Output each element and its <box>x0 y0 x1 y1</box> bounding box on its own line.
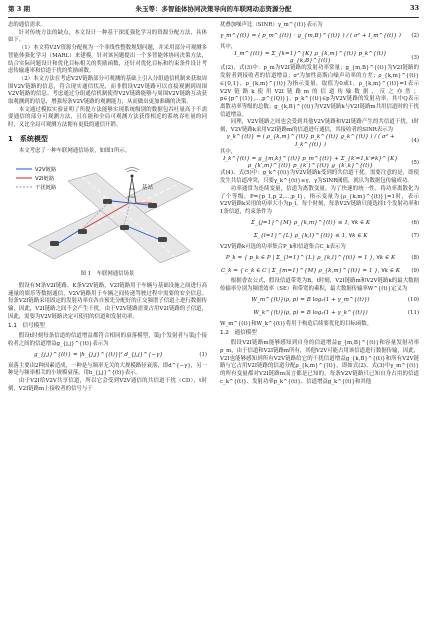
paragraph: 假设V2I链路m能够感知到自身的信道增益g_{m,B}^{(t)}和容量发射功率p_m，由于信道和V2I链路m所有，其他V2V可能占用该信道进行数据传输，因此，V2I也能够感知到所有V2V链路给它的干扰信道增益g_{k,B}^{(t)}和所有V2V链路与它占用V2I链路的信道分配ρ_{k,m}^{(t)}，即如式(2)、式(3)中γ_m^{(t)}的所有变量都对V2I链路m而言都是已知的。每条V2V链路只已知自身占用的信道c_k^{(t)}、发射功率p_k^{(t)}、信道增益g_k^{(t)}和其他 <box>220 340 419 385</box>
subsection-heading: 1.1 信号模型 <box>8 323 45 330</box>
equation-number: (3) <box>411 54 419 61</box>
legend-interference-label: 干扰链路 <box>35 185 57 192</box>
equation-5 <box>220 157 419 169</box>
paragraph: 其中， <box>220 148 237 155</box>
equation-1 <box>8 350 207 362</box>
equation-6 <box>220 218 419 230</box>
equation-body: Σ_{l=1}^{L} ρ_{k,l}^{(t)} ≤ 1, ∀k ∈ K <box>253 232 368 239</box>
equation-7 <box>220 231 419 243</box>
paragraph: （1）本文将V2V资源分配视为一个非线性整数规划问题，并采用部分可观测多智能体强化学习（MARL）来建模。针对该问题提出一个多智能体协同决策方法，结合实际问题设计和优化目标相关的奖励函数，还针对优化目标和约束条件设计考虑传输速率和信道干扰的奖励函数。 <box>8 45 207 75</box>
left-column <box>8 22 207 393</box>
equation-2 <box>220 31 419 43</box>
equation-number: (11) <box>407 309 419 316</box>
right-column <box>220 22 419 386</box>
equation-number: (2) <box>411 32 419 39</box>
paragraph: 本文考虑了一种车联网通信场景，如图1所示。 <box>18 147 131 154</box>
running-header <box>8 4 419 16</box>
equation-3 <box>220 52 419 64</box>
section-heading: 1 系统模型 <box>8 134 48 143</box>
equation-body: C_k = { c_k ∈ C | Σ_{m=1}^{M} ρ_{k,m}^{(t)} = 1 }, ∀k ∈ K <box>221 267 400 274</box>
legend-v2v-label: V2V链路 <box>35 167 57 174</box>
legend-v2i-label: V2I链路 <box>35 176 55 183</box>
figure-legend <box>16 165 57 191</box>
paragraph: 假设t时刻每条信道的信道增益都符合相同的衰落模型，第j个发射者与第j个接收者之间的信道增益g_{j,j}^{(t)}表示为 <box>8 333 207 347</box>
car-icon <box>50 241 59 246</box>
paragraph: 针对传统方法的缺点，本文设计一种基于深度强化学习的资源分配方法，具体如下。 <box>8 29 207 44</box>
figure-1 <box>8 159 207 269</box>
paragraph: 同理，V2V链路之间也会受到其他V2V链路和V2I链路产生的共信道干扰。t时刻，V2V链路k采用V2I链路m的信道进行通信，其接收者的SINR表示为 <box>220 119 419 134</box>
car-icon <box>158 237 167 242</box>
issue-label: 第 3 期 <box>8 5 31 13</box>
paragraph: V2V链路k可选的功率集合P_k和信道集合C_k表示为 <box>220 243 346 250</box>
paragraph: （2）本文方法在考虑V2V链路部分可观测的基础上引入分组通信机制来获取周围V2V链路的信息，符合现实通信状况，而非假设V2V链路可以直接观测到周围V2V链路的信息。考虑通过分组通信机制使得V2V链路能够与周围V2V链路互动获取观测到的信息，增强每条V2V链路的观测能力，从而做出更加准确的决策。 <box>8 75 207 106</box>
equation-body: g_{j,j}^{(t)} = |h_{j,j}^{(t)}|² d_{j,j}^{−γ} <box>34 351 163 358</box>
paragraph: 功率通常为连续变量，信道为离散变量，为了快速的统一性，将功率离散化为了个等级，P={p_1,p_2,…,p_I}，指示变量为{ρ_{k,m}^{(t)}}=1时，表示V2V链路k采用的功率大小为p_l。每个时刻，每条V2V链路只能选择1个发射功率和1条信道，约束条件为 <box>220 185 419 215</box>
page-number: 33 <box>409 4 419 12</box>
equation-number: (6) <box>411 219 419 226</box>
paragraph: 态的通信需求。 <box>8 22 46 28</box>
equation-body: W_k^{(t)}(ρ, p) = B log₂(1 + γ_k^{(t)}) <box>253 309 368 316</box>
car-icon <box>78 229 87 234</box>
paragraph: W_m^{(t)}和W_k^{(t)}将用于构造后续要优化的目标函数。 <box>220 320 372 327</box>
equation-body: I_k^{(t)} = g_{m,k}^{(t)} p_m^{(t)} + Σ_{k′=1,k′≠k}^{K} ρ_{k′,m}^{(t)} p_{k′}^{(t)} g_{k′,k}^{(t)} <box>223 155 398 170</box>
equation-11 <box>220 308 419 320</box>
equation-10 <box>220 295 419 307</box>
equation-number: (4) <box>411 137 419 144</box>
equation-number: (10) <box>407 296 419 303</box>
paragraph: 由于V2I给V2V共享信道，所以它会受到V2V通信的共信道干扰（CD），t时刻，V2I链路m上接收者的信号与干 <box>8 377 207 392</box>
paragraph: 式(2)、式(3)中：p_m为V2I链路的发射功率常量；g_{m,B}^{(t)}为V2I链路的发射者到接收者的信道增益；σ²为加性高斯白噪声功率的方差；ρ_{k,m}^{(t)}∈{0,1}，ρ_{k,m}^{(t)}为指示变量，取值为0或1，ρ_{k,m}^{(t)}=1表示V2V链路k使用V2I链路m的信道传输数据，反之亦然；p∈{p^{(1)},…,p^{(Q)}}，p_k^{(t)}∈p为V2V链路的发射功率，其中Q表示离散功率等级的总数；g_{k,B}^{(t)}为V2V链路k与V2I链路m共用信道时的干扰信道增益。 <box>220 65 419 118</box>
equation-8 <box>220 252 419 264</box>
car-icon <box>120 225 129 230</box>
equation-number: (7) <box>411 232 419 239</box>
equation-body: I_m^{(t)} = Σ_{k=1}^{K} ρ_{k,m}^{(t)} p_k^{(t)} g_{k,B}^{(t)} <box>234 50 387 65</box>
subsection-heading: 1.2 通信模型 <box>220 330 257 337</box>
figure-caption: 图 1 车联网通信场景 <box>80 271 135 278</box>
equation-number: (1) <box>199 351 207 358</box>
equation-9 <box>220 265 419 277</box>
equation-body: Σ_{j=1}^{M} ρ_{k,m}^{(t)} ≤ 1, ∀k ∈ K <box>250 219 371 226</box>
base-station-label: 基站 <box>142 185 154 192</box>
equation-number: (5) <box>411 159 419 166</box>
equation-number: (9) <box>411 267 419 274</box>
paragraph: 式(4)、式(5)中：g_k^{(t)}为V2V链路k受到的共信道干扰。需要注意的是，即使发生共信道冲突，只要γ_k^{(t)}≥γ，γ为SINR阈值，就认为数据包传输成功。 <box>220 170 419 185</box>
paragraph: 其中， <box>220 43 237 50</box>
paragraph: 衰落主要由2种因素造成，一种是与频率无关的大规模路径衰落，即d^{−γ}，另一种是与频率相关的小规模衰落，用h_{j,j}^{(t)}表示。 <box>8 362 207 377</box>
paragraph: 本文通过模拟实验证明了所提方法能够实现系统级别的数据包吞吐量高于不需要通信的部分可观测方法，且在能和全局可观测方法获得相近的系统吞吐量的同时，又比全局可观测方法拥有更低的通信开销。 <box>8 106 207 129</box>
car-icon <box>148 203 157 208</box>
equation-number: (8) <box>411 254 419 261</box>
header-rule <box>8 17 419 18</box>
scenario-diagram <box>8 159 207 269</box>
paragraph: 假设有M条V2I链路、K条V2V链路，V2I链路用于车辆与基础设施之间进行高速量的娱乐等数据通信，V2V链路用于车辆之间传递驾驶过程中需要的安全信息。每条V2I链路采用固定的发射功率在各自预先分配好的正交频谱子信道上进行数据传输，因此，V2I链路之间不会产生干扰。由于V2V链路需要占用V2I链路的子信道，因此，需要为V2V链路决定可使用的信道和发射功率。 <box>8 282 207 320</box>
equation-body: γ_k^{(t)} = ( ρ_{k,m}^{(t)} p_k^{(t)} g_k^{(t)} ) / ( σ² + I_k^{(t)} ) <box>226 134 395 148</box>
running-title: 朱玉等：多智能体协同决策导向的车联网动态资源分配 <box>135 5 292 13</box>
equation-4 <box>220 136 419 148</box>
equation-body: W_m^{(t)}(ρ, p) = B log₂(1 + γ_m^{(t)}) <box>251 296 370 303</box>
paragraph: 扰叠加噪声比（SINR）γ_m^{(t)}表示为 <box>220 22 323 28</box>
equation-body: P_k = { p_k ∈ P | Σ_{l=1}^{L} ρ_{k,l}^{(t)} = 1 }, ∀k ∈ K <box>225 254 396 261</box>
equation-body: γ_m^{(t)} = ( p_m^{(t)} · g_{m,B}^{(t)} ) / ( σ² + I_m^{(t)} ) <box>220 32 401 39</box>
paragraph: 根据香农公式，假设信道带宽为B，t时刻，V2I链路m和V2V链路k的最大数据传输率分别为频谱效率（SE）和带宽的乘积，最大数据传输率W^{(t)}定义为 <box>220 278 419 293</box>
